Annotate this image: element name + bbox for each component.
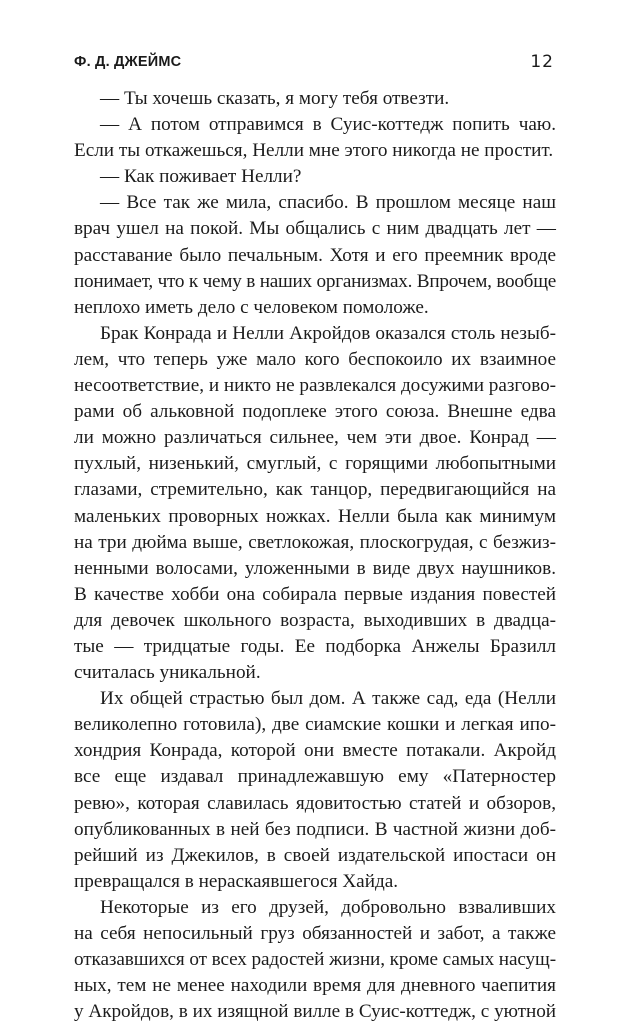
text-line: глазами, стремительно, как танцор, передвигающийся на <box>74 479 556 501</box>
text-line: — А потом отправимся в Суис-коттедж попить чаю. <box>100 114 556 136</box>
text-line: хондрия Конрада, которой они вместе потакали. Акройд <box>74 740 556 762</box>
text-line: ненными волосами, уложенными в виде двух наушников. <box>74 557 556 579</box>
text-line: лем, что теперь уже мало кого беспокоило их взаимное <box>74 348 556 370</box>
running-head-author: Ф. Д. ДЖЕЙМС <box>74 54 182 70</box>
text-line: Брак Конрада и Нелли Акройдов оказался столь незыб- <box>100 322 556 344</box>
text-line: пухлый, низенький, смуглый, с горящими любопытными <box>74 453 556 475</box>
text-line: на три дюйма выше, светлокожая, плоскогрудая, с безжиз- <box>74 531 556 553</box>
text-line: для девочек школьного возраста, выходивших в двадца- <box>74 609 556 631</box>
text-line: Их общей страстью был дом. А также сад, еда (Нелли <box>100 688 556 710</box>
text-line: ревю», которая славилась ядовитостью статей и обзоров, <box>74 792 556 814</box>
text-line: рейший из Джекилов, в своей издательской ипостаси он <box>74 844 556 866</box>
body-text <box>74 86 556 1025</box>
text-line: В качестве хобби она собирала первые издания повестей <box>74 583 556 605</box>
text-line: понимает, что к чему в наших организмах. Впрочем, вообще <box>74 270 556 292</box>
page-number: 12 <box>530 52 554 72</box>
text-line: тые — тридцатые годы. Ее подборка Анжелы Бразилл <box>74 635 556 657</box>
text-line: опубликованных в ней без подписи. В частной жизни доб- <box>74 818 556 840</box>
text-line: ли можно различаться сильнее, чем эти двое. Конрад — <box>74 427 556 449</box>
text-line: маленьких проворных ножках. Нелли была как минимум <box>74 505 556 527</box>
text-line: расставание было печальным. Хотя и его преемник вроде <box>74 244 556 266</box>
text-line: на себя непосильный груз обязанностей и забот, а также <box>74 923 556 944</box>
text-line: несоответствие, и никто не развлекался досужими разгово- <box>74 375 556 397</box>
text-line: Если ты откажешься, Нелли мне этого никогда не простит. <box>74 140 554 162</box>
text-line: отказавшихся от всех радостей жизни, кроме самых насущ- <box>74 949 556 971</box>
text-line: Некоторые из его друзей, добровольно взваливших <box>100 896 556 918</box>
text-line: у Акройдов, в их изящной вилле в Суис-коттедж, с уютной <box>74 1001 556 1023</box>
text-line: превращался в нераскаявшегося Хайда. <box>74 870 399 892</box>
text-line: великолепно готовила), две сиамские кошки и легкая ипо- <box>74 714 556 736</box>
text-line: считалась уникальной. <box>74 662 261 684</box>
text-line: неплохо иметь дело с человеком помоложе. <box>74 296 429 318</box>
text-line: — Ты хочешь сказать, я могу тебя отвезти. <box>100 88 450 109</box>
text-line: рами об альковной подоплеке этого союза. Внешне едва <box>74 401 556 423</box>
text-line: — Как поживает Нелли? <box>100 166 302 188</box>
text-line: — Все так же мила, спасибо. В прошлом месяце наш <box>100 192 556 214</box>
text-line: врач ушел на покой. Мы общались с ним двадцать лет — <box>74 218 556 240</box>
page-header <box>74 52 554 74</box>
text-line: ных, тем не менее находили время для дневного чаепития <box>74 975 556 997</box>
text-line: все еще издавал принадлежавшую ему «Патерностер <box>74 766 556 788</box>
